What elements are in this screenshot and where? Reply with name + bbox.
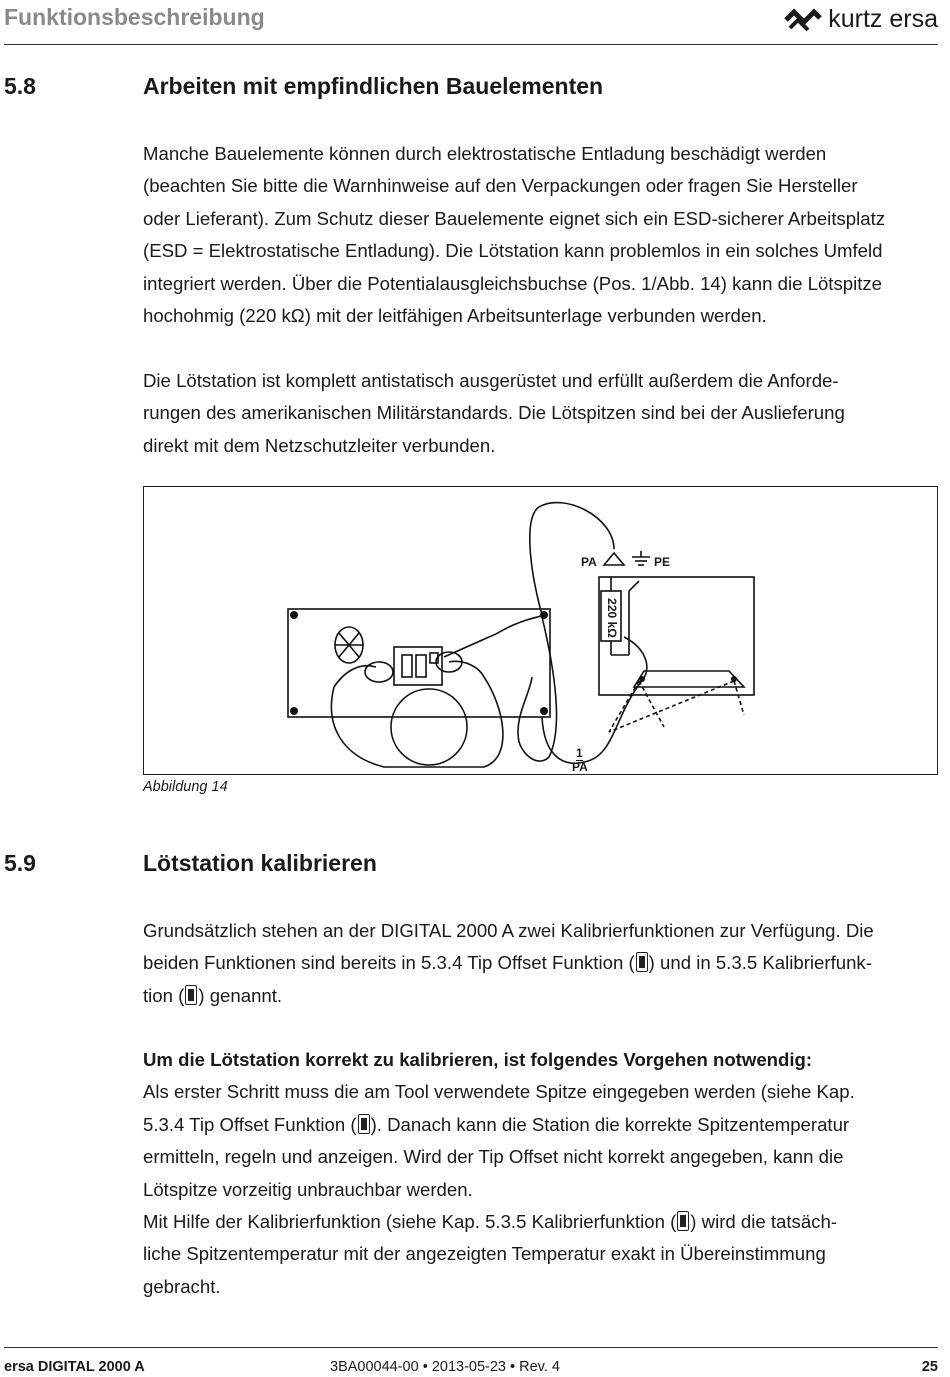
paragraph-antistatic: Die Lötstation ist komplett antistatisch ausgerüstet und erfüllt außerdem die Anforde- rungen des amerikanischen Militärstandards. Die Lötspitzen sind bei der Auslieferung direkt mit dem Netzschutzleiter verbunden.	[143, 370, 845, 456]
soldering-station-box	[599, 577, 754, 695]
paragraph-esd-intro: Manche Bauelemente können durch elektrostatische Entladung beschädigt werden (beachten Sie bitte die Warnhinweise auf den Verpackungen oder fragen Sie Hersteller oder Lieferant). Zum Schutz dieser Bauelemente eignet sich ein ESD-sicherer Arbeitsplatz (ESD = Elektrostatische Entladung). Die Lötstation kann problemlos in ein solches Umfeld integriert werden. Über die Potentialausgleichsbuchse (Pos. 1/Abb. 14) kann die Lötspitze hochohmig (220 kΩ) mit der leitfähigen Arbeitsunterlage verbunden werden.	[143, 143, 886, 327]
section-number: 5.8	[4, 73, 36, 99]
section-title: Lötstation kalibrieren	[143, 850, 377, 876]
header-divider	[4, 44, 938, 45]
label-position-number: 1	[576, 746, 583, 760]
label-pe: PE	[654, 555, 671, 569]
figure-esd-workplace	[143, 486, 938, 775]
work-mat	[288, 609, 550, 717]
label-position-pa: PA	[572, 760, 588, 774]
tip-offset-icon	[358, 1114, 370, 1134]
header-title: Funktionsbeschreibung	[4, 4, 265, 30]
footer-divider	[4, 1347, 938, 1348]
tip-offset-icon	[636, 952, 648, 972]
footer-doc-info: 3BA00044-00 • 2013-05-23 • Rev. 4	[330, 1359, 560, 1375]
kurtz-ersa-logo-icon	[784, 6, 822, 32]
paragraph-calibration-intro: Grundsätzlich stehen an der DIGITAL 2000 A zwei Kalibrierfunktionen zur Verfügung. Die beiden Funktionen sind bereits in 5.3.4 Tip Offset Funktion ( ) und in 5.3.5 Kalibrierfunk- tion ( ) genannt.	[143, 920, 874, 1006]
page-header	[0, 0, 950, 44]
brand-logo	[784, 2, 938, 36]
procedure-heading: Um die Lötstation korrekt zu kalibrieren, ist folgendes Vorgehen notwendig:	[143, 1049, 813, 1070]
calibration-icon	[677, 1211, 689, 1231]
calibration-icon	[185, 985, 197, 1005]
page-number: 25	[921, 1359, 938, 1375]
paragraph-calibration-procedure: Um die Lötstation korrekt zu kalibrieren, ist folgendes Vorgehen notwendig: Als erster Schritt muss die am Tool verwendete Spitze eingegeben werden (siehe Kap. 5.3.4 Tip Offset Funktion ( ). Danach kann die Station die korrekte Spitzentemperatur ermitteln, regeln und anzeigen. Wird der Tip Offset nicht korrekt angegeben, kann die Lötspitze vorzeitig unbrauchbar werden. Mit Hilfe der Kalibrierfunktion (siehe Kap. 5.3.5 Kalibrierfunktion ( ) wird die tatsäch- liche Spitzentemperatur mit der angezeigten Temperatur exakt in Übereinstimmung gebracht.	[143, 1044, 943, 1303]
figure-caption: Abbildung 14	[143, 779, 228, 795]
section-title: Arbeiten mit empfindlichen Bauelementen	[143, 73, 604, 99]
label-pa: PA	[581, 555, 597, 569]
logo-text: kurtz ersa	[828, 4, 938, 33]
label-resistor: 220 kΩ	[604, 598, 619, 638]
esd-workplace-illustration	[144, 487, 939, 776]
section-number: 5.9	[4, 850, 36, 876]
footer-product: ersa DIGITAL 2000 A	[4, 1359, 145, 1375]
